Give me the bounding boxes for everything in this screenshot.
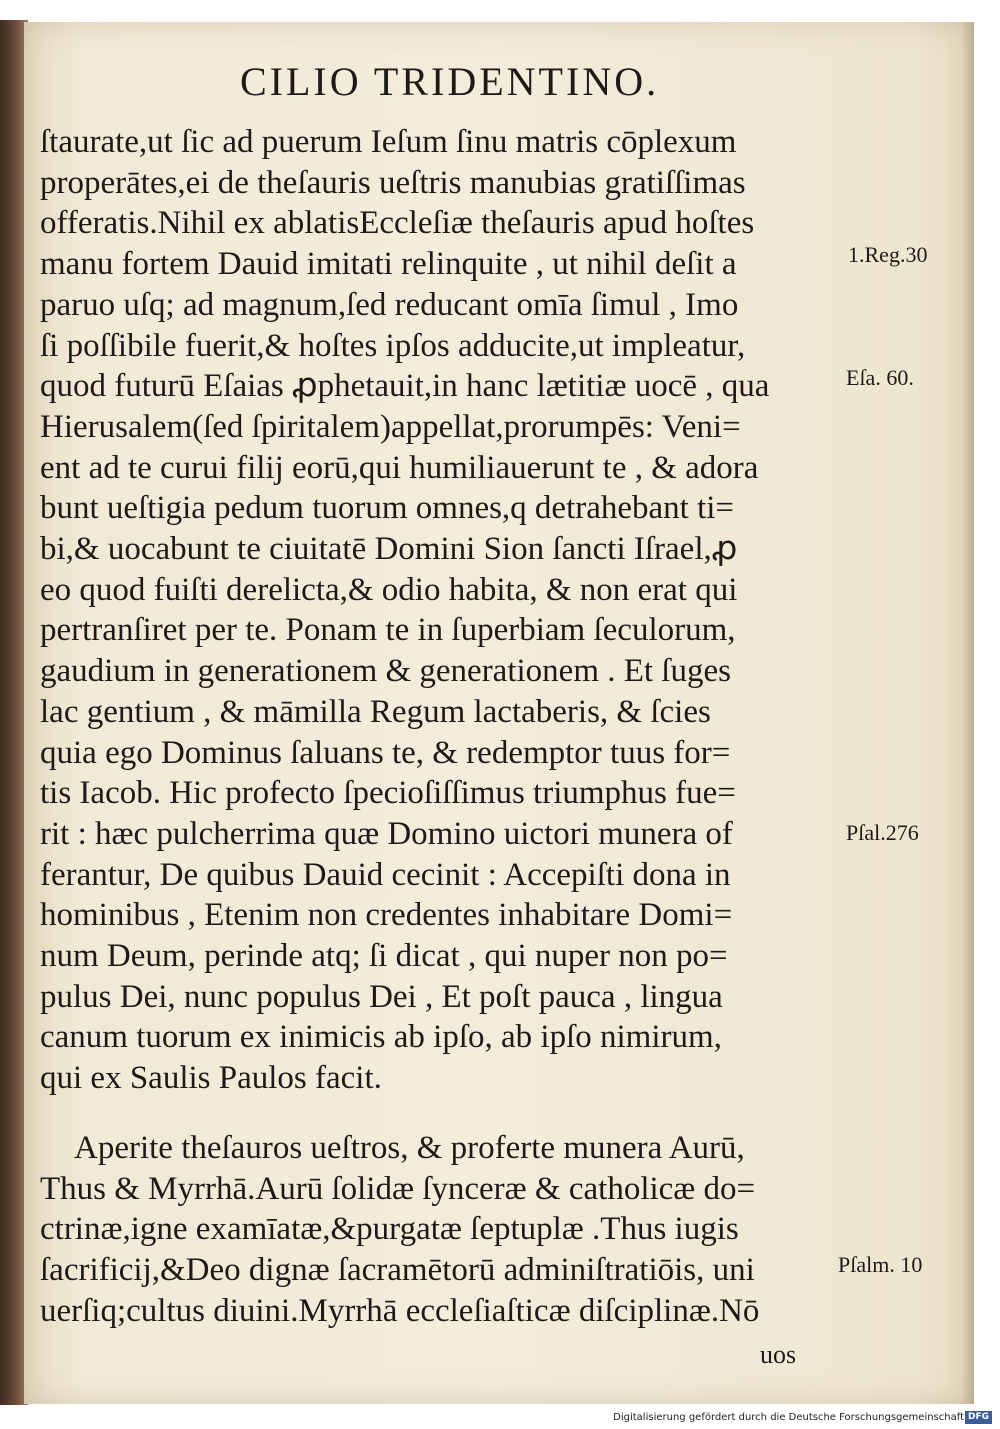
text-line: rit : hæc pulcherrima quæ Domino uictori munera of — [40, 815, 733, 852]
margin-note-psalm: Pſalm. 10 — [838, 1252, 923, 1277]
text-line: bi,& uocabunt te ciuitatē Domini Sion ſancti Iſrael,ꝓ — [40, 531, 738, 568]
text-line: lac gentium , & māmilla Regum lactaberis, & ſcies — [40, 693, 711, 730]
text-line: eo quod fuiſti derelicta,& odio habita, & non erat qui — [40, 571, 738, 608]
text-line: ent ad te curui filij eorū,qui humiliauerunt te , & adora — [40, 449, 759, 486]
text-line: ſacrificij,&Deo dignæ ſacramētorū adminiſtratiōis, uni — [40, 1252, 755, 1289]
text-line: pertranſiret per te. Ponam te in ſuperbiam ſeculorum, — [40, 612, 736, 649]
text-line: quia ego Dominus ſaluans te, & redemptor tuus for= — [40, 734, 731, 771]
dfg-logo: DFG — [965, 1411, 992, 1424]
text-line: Aperite theſauros ueſtros, & proferte munera Aurū, — [74, 1130, 745, 1166]
text-line: uerſiq;cultus diuini.Myrrhā eccleſiaſticæ diſciplinæ.Nō — [40, 1292, 760, 1329]
text-line: bunt ueſtigia pedum tuorum omnes,q detrahebant ti= — [40, 490, 735, 527]
text-line: properātes,ei de theſauris ueſtris manubias gratiſſimas — [40, 164, 746, 201]
text-line: tis Iacob. Hic profecto ſpecioſiſſimus triumphus fue= — [40, 775, 736, 812]
text-line: pulus Dei, nunc populus Dei , Et poſt pauca , lingua — [40, 978, 723, 1015]
text-line: ferantur, De quibus Dauid cecinit : Accepiſti dona in — [40, 856, 731, 893]
page-shadow-edge — [962, 22, 974, 1404]
text-line: canum tuorum ex inimicis ab ipſo, ab ipſo nimirum, — [40, 1019, 722, 1056]
catchword: uos — [760, 1340, 797, 1369]
text-line: Hierusalem(ſed ſpiritalem)appellat,prorumpēs: Veni= — [40, 408, 741, 445]
text-line: ſtaurate,ut ſic ad puerum Ieſum ſinu matris cōplexum — [40, 124, 737, 160]
text-line: quod futurū Eſaias ꝓphetauit,in hanc lætitiæ uocē , qua — [40, 368, 770, 405]
text-line: manu fortem Dauid imitati relinquite , ut nihil deſit a — [40, 246, 737, 283]
margin-note-psal: Pſal.276 — [846, 820, 919, 845]
text-line: gaudium in generationem & generationem . Et ſuges — [40, 653, 731, 690]
paragraph-1 — [40, 122, 840, 1099]
text-line: qui ex Saulis Paulos facit. — [40, 1060, 382, 1097]
margin-note-esa: Eſa. 60. — [846, 365, 914, 390]
text-line: hominibus , Etenim non credentes inhabitare Domi= — [40, 897, 733, 934]
text-line: ctrinæ,igne examīatæ,&purgatæ ſeptuplæ .Thus iugis — [40, 1211, 739, 1248]
text-line: offeratis.Nihil ex ablatisEccleſiæ theſauris apud hoſtes — [40, 205, 755, 242]
margin-note-reg: 1.Reg.30 — [848, 242, 928, 267]
text-line: ſi poſſibile fuerit,& hoſtes ipſos adducite,ut impleatur, — [40, 327, 746, 364]
paragraph-2 — [40, 1128, 840, 1332]
running-head: CILIO TRIDENTINO. — [240, 59, 660, 104]
text-line: num Deum, perinde atq; ſi dicat , qui nuper non po= — [40, 938, 728, 975]
digitization-credit: Digitalisierung gefördert durch die Deutsche Forschungsgemeinschaft — [613, 1412, 964, 1423]
text-line: Thus & Myrrhā.Aurū ſolidæ ſynceræ & catholicæ do= — [40, 1170, 756, 1207]
text-line: paruo uſq; ad magnum,ſed reducant omīa ſimul , Imo — [40, 286, 739, 323]
